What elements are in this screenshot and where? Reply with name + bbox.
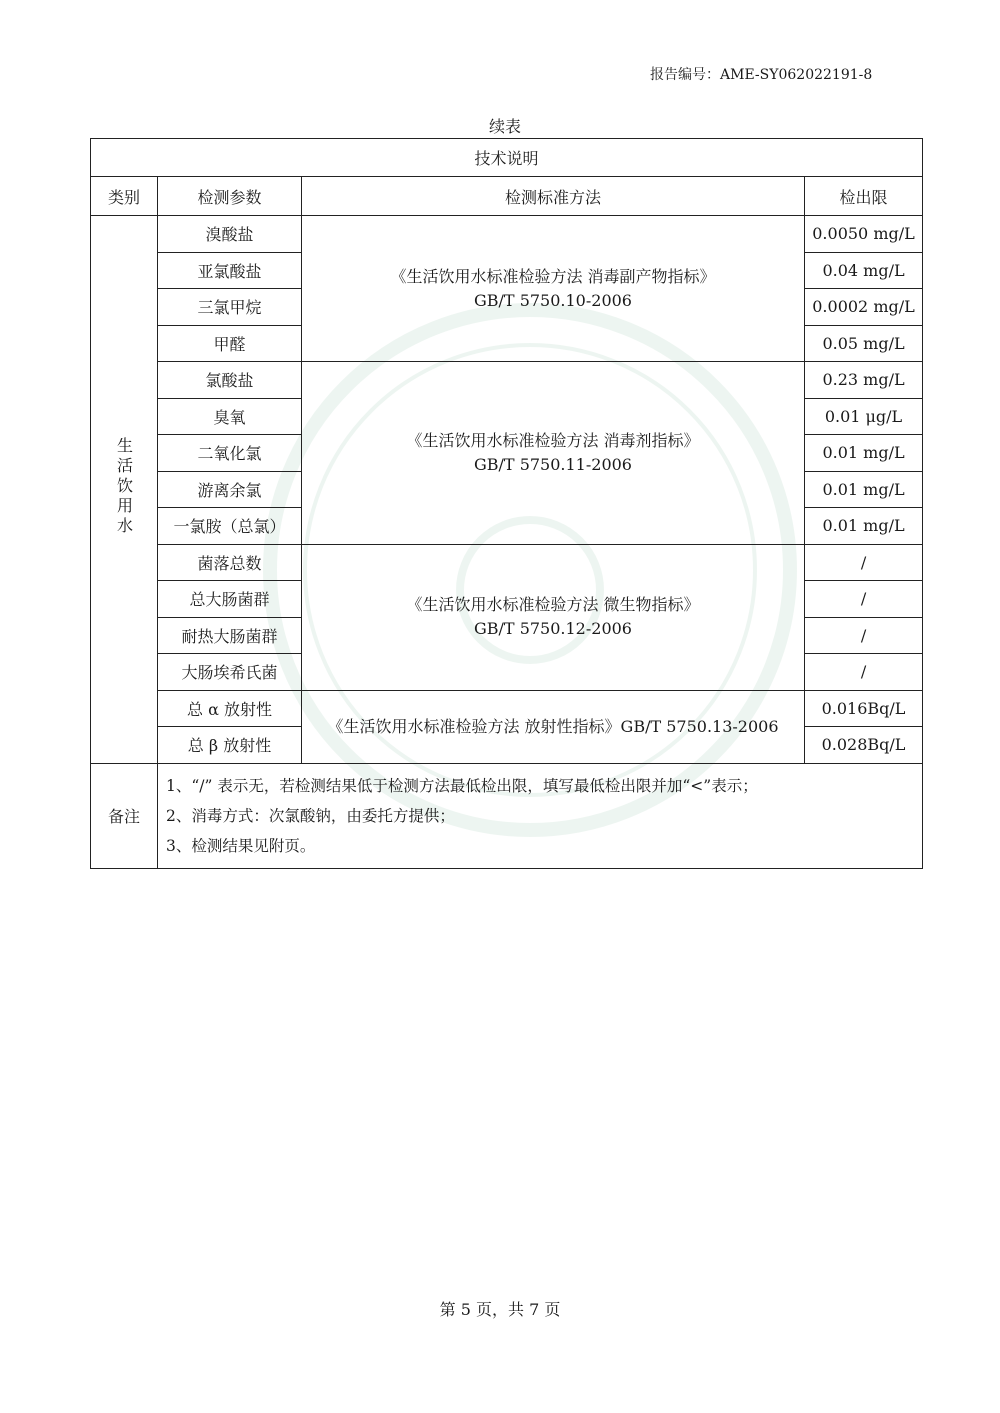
- limit-cell: /: [805, 654, 923, 691]
- param-cell: 甲醛: [158, 325, 302, 362]
- limit-cell: 0.016Bq/L: [805, 690, 923, 727]
- continued-table-title: 续表: [488, 117, 521, 136]
- param-cell: 亚氯酸盐: [158, 252, 302, 289]
- param-cell: 总 β 放射性: [158, 727, 302, 764]
- method-cell: [302, 216, 805, 362]
- param-cell: 溴酸盐: [158, 216, 302, 253]
- method-cell: [302, 690, 805, 763]
- table-row: [91, 544, 923, 581]
- column-header-param: 检测参数: [158, 177, 302, 216]
- note-item: 2、消毒方式：次氯酸钠，由委托方提供；: [166, 806, 455, 825]
- limit-cell: 0.0002 mg/L: [805, 289, 923, 326]
- param-cell: 菌落总数: [158, 544, 302, 581]
- column-header-category: 类别: [91, 177, 158, 216]
- technical-spec-table: [90, 138, 923, 869]
- param-cell: 臭氧: [158, 398, 302, 435]
- method-standard: GB/T 5750.11-2006: [474, 454, 632, 474]
- method-title: 《生活饮用水标准检验方法 消毒剂指标》: [406, 430, 700, 450]
- param-cell: 二氧化氯: [158, 435, 302, 472]
- param-cell: 氯酸盐: [158, 362, 302, 399]
- method-title: 《生活饮用水标准检验方法 放射性指标》GB/T 5750.13-2006: [327, 716, 779, 736]
- category-cell: [91, 216, 158, 764]
- param-cell: 总大肠菌群: [158, 581, 302, 618]
- method-standard: GB/T 5750.10-2006: [474, 290, 632, 310]
- column-header-method: 检测标准方法: [302, 177, 805, 216]
- param-cell: 三氯甲烷: [158, 289, 302, 326]
- limit-cell: 0.01 mg/L: [805, 471, 923, 508]
- limit-cell: 0.0050 mg/L: [805, 216, 923, 253]
- section-title: 技术说明: [91, 139, 923, 177]
- limit-cell: 0.23 mg/L: [805, 362, 923, 399]
- method-standard: GB/T 5750.12-2006: [474, 619, 632, 638]
- table-row: [91, 362, 923, 399]
- page-number: 第 5 页，共 7 页: [439, 1300, 561, 1319]
- category-label: 生活饮用水: [114, 437, 134, 538]
- notes-cell: [158, 763, 923, 868]
- note-item: 3、检测结果见附页。: [166, 836, 316, 855]
- limit-cell: 0.05 mg/L: [805, 325, 923, 362]
- param-cell: 总 α 放射性: [158, 690, 302, 727]
- limit-cell: 0.04 mg/L: [805, 252, 923, 289]
- table-row: [91, 216, 923, 253]
- notes-row: [91, 763, 923, 868]
- method-title: 《生活饮用水标准检验方法 微生物指标》: [406, 595, 700, 614]
- column-header-limit: 检出限: [805, 177, 923, 216]
- notes-label: 备注: [91, 763, 158, 868]
- limit-cell: 0.01 μg/L: [805, 398, 923, 435]
- param-cell: 大肠埃希氏菌: [158, 654, 302, 691]
- table-row: [91, 690, 923, 727]
- limit-cell: 0.01 mg/L: [805, 435, 923, 472]
- report-number: 报告编号：AME-SY062022191-8: [650, 67, 873, 83]
- method-cell: [302, 362, 805, 545]
- param-cell: 耐热大肠菌群: [158, 617, 302, 654]
- limit-cell: 0.01 mg/L: [805, 508, 923, 545]
- limit-cell: /: [805, 544, 923, 581]
- limit-cell: 0.028Bq/L: [805, 727, 923, 764]
- limit-cell: /: [805, 581, 923, 618]
- note-item: 1、“/” 表示无，若检测结果低于检测方法最低检出限，填写最低检出限并加“<”表示；: [166, 776, 758, 795]
- param-cell: 游离余氯: [158, 471, 302, 508]
- method-cell: [302, 544, 805, 690]
- param-cell: 一氯胺（总氯）: [158, 508, 302, 545]
- limit-cell: /: [805, 617, 923, 654]
- method-title: 《生活饮用水标准检验方法 消毒副产物指标》: [390, 266, 716, 286]
